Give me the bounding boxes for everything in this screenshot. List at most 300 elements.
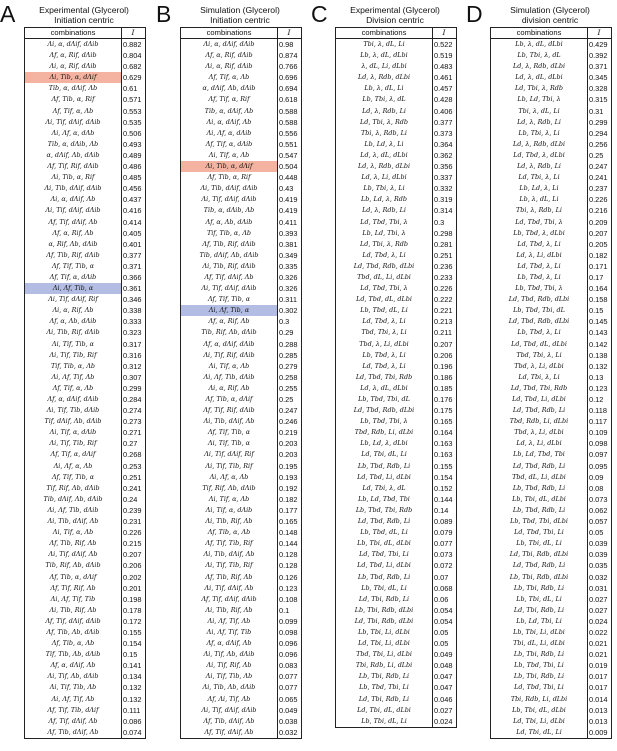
combination-cell: Tbi, dL, Li, dLbi [513,639,565,648]
value-cell: 0.258 [279,372,298,382]
value-cell: 0.326 [279,284,298,294]
value-cell: 0.049 [434,650,453,660]
combination-cell: Λf, α, dΛif, dΛib [47,395,99,403]
combination-cell: Tbi, Rdb, Li, dLbi [510,694,568,703]
table-row [181,61,301,72]
value-cell: 0.251 [434,250,453,260]
combination-cell: Lb, Tbi, dL, Li [361,716,407,725]
value-cell: 0.155 [434,461,453,471]
table-row [181,516,301,527]
panel-letter: A [0,1,16,27]
combination-cell: Λi, Tif, dΛif, Rif [48,295,98,304]
combination-cell: Ld, Tbi, Rdb, Li [358,594,410,603]
table-row [336,372,456,383]
panel-letter: D [466,1,483,27]
combination-cell: Λf, Tif, Rif, Λb [50,583,96,592]
combination-cell: Lb, Tbd, λ, Li [362,350,406,359]
table-row [336,716,456,727]
value-cell: 0.522 [434,40,453,49]
combination-cell: Tbd, λ, Li, dLbi [514,428,564,437]
table-row-highlighted-blue [181,305,301,316]
combination-cell: Ld, λ, Li, dLbi [361,173,407,182]
table-row [336,305,456,316]
value-cell: 0.013 [589,716,608,726]
value-cell: 0.338 [123,306,142,316]
table-row [181,339,301,350]
value-cell: 0.17 [589,272,604,282]
table-row [25,649,145,660]
value-cell: 0.017 [589,683,608,693]
table-row [336,538,456,549]
value-cell: 0.414 [123,217,142,227]
combination-cell: Lb, Tbd, dL, Li [360,306,408,315]
combination-cell: Λi, Tif, dΛif, Rif [204,450,254,459]
combination-cell: Lb, Tbd, Tbi, Rdb [355,505,413,514]
value-cell: 0.15 [589,306,604,316]
combination-cell: Ld, Tbi, λ, Li [518,372,560,381]
combination-cell: Ld, Tbd, λ, Li [362,250,406,259]
combination-cell: Λf, Tif, Rif, dΛib [47,162,99,171]
combination-cell: Ld, λ, dL, dLbi [515,73,563,82]
combination-cell: Λi, Tif, Rif, Λb [206,661,252,670]
table-row [25,194,145,205]
combination-cell: Λf, Tib, α, dΛif [49,572,97,581]
table-row [181,106,301,117]
combination-cell: Λi, Tif, Tib, α [51,339,94,348]
combination-cell: Lb, Ld, λ, Li [519,184,559,193]
value-cell: 0.236 [434,261,453,271]
value-cell: 0.553 [123,106,142,116]
table-row [25,638,145,649]
combination-cell: Lb, Tbi, dL, Li [361,583,407,592]
table-row [181,217,301,228]
combination-cell: Λf, Tib, Rif, Λb [205,572,253,581]
combination-cell: Ld, λ, Rdb, dLbi [357,73,411,82]
combination-cell: Λi, α, dΛif, dΛib [203,40,255,48]
combination-cell: Λf, Tib, Rif, dΛib [46,250,100,259]
value-cell: 0.323 [123,328,142,338]
table-row [181,261,301,272]
combination-cell: Λf, α, Rif, dΛib [49,51,97,60]
combination-cell: Ld, λ, Rdb, dLbi [512,139,566,148]
combination-cell: Λf, Tib, dΛif, Λb [47,727,99,736]
table-row [336,383,456,394]
table-row [491,128,611,139]
value-cell: 0.437 [123,195,142,205]
table-row [336,205,456,216]
value-cell: 0.177 [279,505,298,515]
combination-cell: Ld, λ, Li, dLbi [516,439,562,448]
combination-cell: Tbd, Tbi, Li, dLbi [356,650,412,659]
table-body [181,39,301,738]
value-cell: 0.039 [589,550,608,560]
combination-cell: Tbd, λ, Li, dLbi [359,339,409,348]
value-cell: 0.099 [279,616,298,626]
combination-cell: Λf, α, dΛif, Λb [50,661,96,670]
value-cell: 0.027 [589,605,608,615]
table-row [491,205,611,216]
value-cell: 0.349 [279,250,298,260]
table-row [181,572,301,583]
combination-cell: Λi, Tif, Tib, Λb [49,683,97,692]
value-cell: 0.013 [589,705,608,715]
panel-title: Experimental (Glycerol) [350,5,440,15]
table-row [181,250,301,261]
table-row [25,172,145,183]
table-row [25,594,145,605]
table-row [491,305,611,316]
value-cell: 0.377 [123,250,142,260]
table-row [336,283,456,294]
table-row [491,638,611,649]
value-cell: 0.032 [589,572,608,582]
combination-cell: Lb, Tbd, Rdb, Li [357,572,411,581]
value-cell: 0.155 [123,627,142,637]
combination-cell: Λi, Tif, dΛif, Λb [48,550,98,559]
combination-cell: Lb, Tbi, Li, dLbi [513,627,565,636]
value-cell: 0.203 [279,450,298,460]
combination-cell: Lb, Tbi, Rdb, dLbi [354,605,414,614]
combination-cell: Λf, α, dΛif, dΛib [203,339,255,348]
value-cell: 0.588 [279,106,298,116]
table-row [181,494,301,505]
combination-cell: Lb, Tbi, λ, Li [518,128,560,137]
value-cell: 0.074 [123,727,142,737]
combination-cell: Lb, Ld, Tbd, Tbi [358,494,410,503]
combination-cell: Lb, Tbi, Rdb, Li [358,672,410,681]
table-row [491,727,611,738]
combination-cell: Λi, α, Rif, dΛib [205,62,253,71]
table-row [25,449,145,460]
table-body [336,39,456,727]
value-cell: 0.285 [279,350,298,360]
combination-cell: Λi, Tib, Rif, Λb [49,605,97,614]
table-row [336,516,456,527]
table-row [336,660,456,671]
table-row [25,572,145,583]
combination-cell: Λi, Tib, dΛif, Λb [203,550,255,559]
combination-cell: Tbd, Tbi, λ, Li [361,328,407,337]
value-cell: 0.221 [434,306,453,316]
table-row [491,283,611,294]
value-cell: 0.299 [589,117,608,127]
value-cell: 0.461 [434,73,453,83]
table-row [491,583,611,594]
combination-cell: Λi, Tif, dΛif, dΛib [201,705,257,714]
value-cell: 0.489 [123,150,142,160]
table-header [181,28,301,39]
combination-cell: Lb, Ld, λ, Li [364,139,404,148]
value-cell: 0.132 [589,361,608,371]
table-row [181,438,301,449]
table-row [336,339,456,350]
table-row [336,94,456,105]
panel-letter: B [156,1,172,27]
combination-cell: Λi, Tif, Rif, dΛib [203,350,255,359]
combination-cell: Λi, Tib, Λb, dΛib [202,683,256,692]
table-row [336,161,456,172]
table-row [181,150,301,161]
combination-cell: Tif, Tib, Λb, dΛib [45,650,101,659]
combination-cell: Λf, Tif, Tib, α [207,295,251,304]
table-row [181,172,301,183]
value-cell: 0.298 [434,228,453,238]
table-row [491,716,611,727]
table-row [25,139,145,150]
table-row [181,72,301,83]
value-cell: 0.185 [434,383,453,393]
results-table [335,27,457,728]
combination-cell: Ld, Tbd, Li, dLbi [357,561,411,570]
panel-header [490,6,610,25]
table-row [491,372,611,383]
table-row [491,228,611,239]
table-row [336,627,456,638]
table-row [25,427,145,438]
value-cell: 0.207 [434,339,453,349]
combination-cell: Λf, Tif, dΛif, dΛib [45,616,101,625]
combination-cell: Lb, Tbd, Tbi, λ [360,417,408,426]
table-row [491,217,611,228]
value-cell: 0.874 [279,51,298,61]
value-cell: 0.077 [279,672,298,682]
table-row [181,83,301,94]
table-row [336,405,456,416]
combination-cell: Lb, Ld, λ, Rdb [361,195,407,204]
value-cell: 0.154 [434,472,453,482]
table-row [25,483,145,494]
table-row [336,139,456,150]
table-row [25,605,145,616]
value-cell: 0.253 [123,461,142,471]
table-row [181,94,301,105]
value-cell: 0.143 [589,328,608,338]
table-row [336,494,456,505]
value-cell: 0.068 [434,583,453,593]
table-row [491,139,611,150]
value-cell: 0.158 [589,295,608,305]
value-cell: 0.022 [589,627,608,637]
combination-cell: Tib, dΛif, Λb, dΛib [43,494,103,503]
combination-cell: Ld, Tbi, Rdb, Li [513,605,565,614]
value-cell: 0.556 [279,128,298,138]
value-cell: 0.123 [279,583,298,593]
table-row [491,339,611,350]
col-combinations-header: combinations [516,28,562,37]
value-cell: 0.241 [123,483,142,493]
table-row [25,494,145,505]
value-cell: 0.035 [589,561,608,571]
value-cell: 0.571 [123,95,142,105]
table-row [181,272,301,283]
combination-cell: Ld, Tbi, λ, dL [362,483,406,492]
value-cell: 0.165 [279,517,298,527]
value-cell: 0.08 [589,483,604,493]
table-row [491,383,611,394]
table-row [491,560,611,571]
combination-cell: Tbi, λ, Rdb, Li [361,128,407,137]
combination-cell: Ld, Tbd, Rdb, dLbi [353,261,415,270]
table-row [25,671,145,682]
table-row [25,39,145,50]
value-cell: 0.317 [123,339,142,349]
value-cell: 0.429 [589,40,608,49]
value-cell: 0.371 [123,261,142,271]
value-cell: 0.588 [279,117,298,127]
col-value-header: I [287,28,291,37]
table-row [491,150,611,161]
table-row [336,172,456,183]
table-row [336,117,456,128]
panel-subtitle: Initiation centric [210,14,270,25]
table-row [336,682,456,693]
value-cell: 0.337 [434,173,453,183]
table-row [25,305,145,316]
combination-cell: Tif, Tib, α, Λb [206,228,252,237]
combination-cell: Λi, Tib, α, dΛif [25,72,121,83]
combination-cell: Λf, Tib, Rif, Λb [49,539,97,548]
table-row [25,705,145,716]
value-cell: 0.98 [279,40,294,49]
table-row [25,50,145,61]
combination-cell: Ld, λ, Rdb, Li [517,117,561,126]
value-cell: 0.032 [279,727,298,737]
table-row [491,427,611,438]
combination-cell: Ld, Tbi, λ, Rdb [360,239,408,248]
combination-cell: Ld, λ, Rdb, Li [362,206,406,215]
table-row [491,472,611,483]
combination-cell: Λi, Λf, Tif, Λb [51,372,95,381]
combination-cell: Λi, Tif, Tib, Λb [205,672,253,681]
table-row [181,627,301,638]
value-cell: 0.047 [434,672,453,682]
value-cell: 0.535 [123,117,142,127]
table-row [25,405,145,416]
combination-cell: Λi, Tif, dΛif, dΛib [45,206,101,215]
value-cell: 0.456 [123,184,142,194]
combination-cell: Ld, Tbd, Rdb, dLbi [508,317,570,326]
combination-cell: Lb, λ, dL, dLbi [360,51,408,60]
table-row [181,316,301,327]
table-row [491,705,611,716]
value-cell: 0.247 [589,162,608,172]
table-row [181,649,301,660]
value-cell: 0.176 [434,395,453,404]
table-row [491,605,611,616]
table-row [491,161,611,172]
combination-cell: Ld, Tbd, Tbi, Li [514,683,564,692]
combination-cell: α, dΛif, Λb, dΛib [46,150,100,159]
combination-cell: Ld, Tbd, dL, dLbi [356,295,412,304]
value-cell: 0.054 [434,616,453,626]
table-row-highlighted-red [181,161,301,172]
combination-cell: Tif, Tib, α, Λb [50,361,96,370]
table-row [25,383,145,394]
value-cell: 0.096 [279,639,298,649]
value-cell: 0.377 [434,117,453,127]
table-row [491,594,611,605]
value-cell: 0.274 [123,406,142,416]
combination-cell: Λf, Tif, dΛif, Λb [204,727,254,736]
combination-cell: Λi, Tib, dΛif, dΛib [200,184,258,193]
value-cell: 0.271 [123,428,142,438]
value-cell: 0.302 [279,306,298,316]
value-cell: 0.095 [589,461,608,471]
value-cell: 0.209 [589,217,608,227]
combination-cell: Tib, Rif, Λb, dΛib [45,561,101,570]
table-row [181,50,301,61]
combination-cell: Ld, Tbd, λ, dLbi [513,150,565,159]
table-row [336,560,456,571]
table-row [491,405,611,416]
table-row [25,239,145,250]
table-row [336,61,456,72]
value-cell: 0.696 [279,73,298,83]
value-cell: 0.411 [279,217,297,227]
combination-cell: Λf, Tif, dΛif, Λb [48,217,98,226]
combination-cell: Tbd, dL, Li, dLbi [357,272,411,281]
table-row [181,205,301,216]
combination-cell: Tbd, λ, Li, dLbi [514,361,564,370]
value-cell: 0.134 [123,672,142,682]
combination-cell: Tbd, Tbi, λ, Li [516,350,562,359]
value-cell: 0.201 [123,583,142,593]
combination-cell: Λi, Λf, Tif, Λb [207,616,251,625]
table-row [491,261,611,272]
value-cell: 0.25 [279,395,294,404]
value-cell: 0.203 [279,439,298,449]
value-cell: 0.178 [123,605,142,615]
table-row [25,627,145,638]
combination-cell: Tbi, λ, dL, Li [518,106,560,115]
table-row [336,461,456,472]
value-cell: 0.163 [434,450,453,460]
value-cell: 0.046 [434,694,453,704]
combination-cell: Tib, α, dΛif, Λb [48,84,98,93]
combination-cell: Λf, Tif, Tib, dΛif [47,705,99,714]
value-cell: 0.096 [279,650,298,660]
table-row [491,239,611,250]
combination-cell: Ld, Tbi, λ, Rdb [360,117,408,126]
combination-cell: Ld, λ, Li, dLbi [516,250,562,259]
table-row [25,261,145,272]
table-row [491,483,611,494]
combination-cell: Lb, Ld, Tbd, Tbi [513,450,565,459]
value-cell: 0.31 [589,106,604,116]
table-row [491,194,611,205]
value-cell: 0.364 [434,139,453,149]
combination-cell: Tib, α, dΛib, Λb [203,206,255,215]
table-row [336,605,456,616]
combination-cell: Λi, α, dΛif, Λb [50,195,96,204]
value-cell: 0.333 [123,317,142,327]
table-row [491,183,611,194]
combination-cell: Λf, Tif, α, dΛib [205,139,253,148]
table-row [491,61,611,72]
combination-cell: Ld, Tbd, Tbi, Li [514,528,564,537]
table-row [181,527,301,538]
combination-cell: Lb, Tbi, λ, Li [363,184,405,193]
value-cell: 0.335 [279,261,298,271]
value-cell: 0.175 [434,406,453,416]
value-cell: 0.211 [434,328,452,338]
table-row [336,694,456,705]
value-cell: 0.05 [434,627,449,637]
table-row [181,605,301,616]
panel-title: Simulation (Glycerol) [200,5,280,15]
combination-cell: Λi, Tif, α, dΛib [49,428,97,437]
table-row [491,72,611,83]
